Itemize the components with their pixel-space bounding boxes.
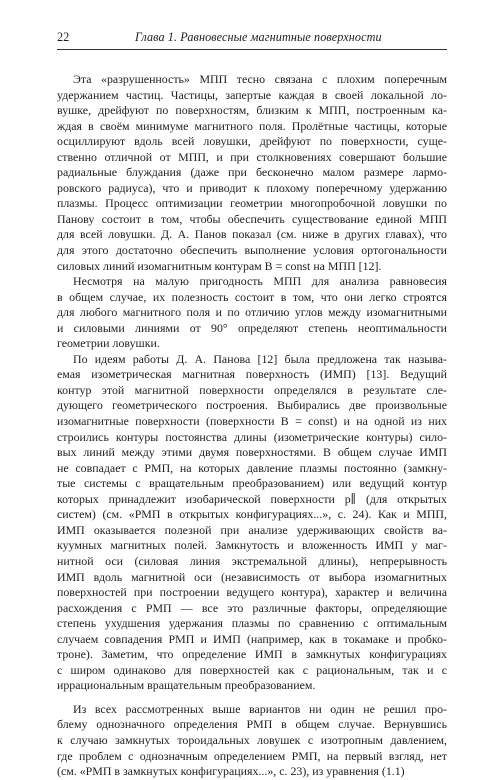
text-line: По идеям работы Д. А. Панова [12] была предложена так называ- bbox=[73, 351, 447, 366]
paragraph bbox=[57, 72, 447, 274]
text-line: строились контуры постоянства длины (изометрические контуры) сило- bbox=[57, 429, 447, 444]
text-line: удержанием частиц. Частицы, запертые каждая в своей локальной ло- bbox=[57, 87, 447, 102]
paragraph bbox=[57, 702, 447, 780]
text-line: степень ухудшения удержания плазмы по сравнению с оптимальным bbox=[57, 616, 447, 631]
text-line: в общем случае, их полезность состоит в том, что они легко строятся bbox=[57, 289, 447, 304]
text-line: радиальные блуждания (даже при бесконечно малом размере лармо- bbox=[57, 165, 447, 180]
text-line: которых принадлежит изобарической поверхности p∥ (для открытых bbox=[57, 491, 447, 506]
text-line: Панову состоит в том, чтобы обеспечить существование единой МПП bbox=[57, 211, 447, 226]
text-line: блему однозначного определения РМП в общем случае. Вернувшись bbox=[57, 717, 447, 732]
text-line: нитной оси (силовая линия экстремальной длины), непрерывность bbox=[57, 553, 447, 568]
text-line: и силовыми линиями от 90° определяют степень неоптимальности bbox=[57, 320, 447, 335]
text-line: не совпадает с РМП, на которых давление плазмы постоянно (замкну- bbox=[57, 460, 447, 475]
page-number: 22 bbox=[57, 30, 70, 44]
body-text bbox=[57, 72, 447, 780]
running-head bbox=[57, 30, 447, 50]
text-line: ИМП оказывается полезной при анализе удерживающих свойств ва- bbox=[57, 522, 447, 537]
text-line: для всей ловушки. Д. А. Панов показал (см. ниже в других главах), что bbox=[57, 227, 447, 242]
text-line: геометрии ловушки. bbox=[57, 336, 160, 351]
text-line: изомагнитные поверхности (поверхности B = const) и на одной из них bbox=[57, 414, 447, 429]
text-line: тые системы с вращательным преобразованием) или ведущий контур bbox=[57, 476, 447, 491]
text-line: случаем совпадения РМП и ИМП (например, как в токамаке и пробко- bbox=[57, 631, 447, 646]
text-line: для любого магнитного поля и по отличию углов между изомагнитными bbox=[57, 305, 447, 320]
text-line: к случаю замкнутых тороидальных ловушек с изотропным давлением, bbox=[57, 732, 447, 747]
text-line: Эта «разрушенность» МПП тесно связана с плохим поперечным bbox=[73, 72, 447, 86]
text-line: контур этой магнитной поверхности определялся в результате сле- bbox=[57, 382, 447, 397]
text-line: расхождения с РМП — все это различные факторы, определяющие bbox=[57, 600, 447, 615]
text-line: с широм одинаково для поверхностей как с рациональным, так и с bbox=[57, 662, 447, 677]
text-line: емая изометрическая магнитная поверхность (ИМП) [13]. Ведущий bbox=[57, 367, 447, 382]
paragraph bbox=[57, 274, 447, 352]
text-line: вушке, дрейфуют по поверхностям, близким к МПП, построенным ка- bbox=[57, 103, 447, 118]
text-line: плазмы. Процесс оптимизации геометрии многопробочной ловушки по bbox=[57, 196, 447, 211]
text-line: Несмотря на малую пригодность МПП для анализа равновесия bbox=[73, 274, 447, 289]
text-line: вых линий между этими двумя поверхностями. В общем случае ИМП bbox=[57, 445, 447, 460]
text-line: систем) (см. «РМП в открытых конфигурациях...», с. 24). Как и МПП, bbox=[57, 507, 447, 522]
text-line: осциллируют вдоль всей ловушки, дрейфуют по поверхности, суще- bbox=[57, 134, 447, 149]
text-line: дующего геометрического построения. Выбирались две произвольные bbox=[57, 398, 447, 413]
chapter-title: Глава 1. Равновесные магнитные поверхности bbox=[135, 30, 382, 44]
text-line: иррациональным вращательным преобразованием. bbox=[57, 678, 316, 693]
text-line: ственно отличной от МПП, и при столкновениях совершают большие bbox=[57, 149, 447, 164]
book-page bbox=[57, 30, 447, 780]
text-line: где проблем с однозначным определением РМП, на первый взгляд, нет bbox=[57, 748, 447, 763]
text-line: (см. «РМП в замкнутых конфигурациях...», с. 23), из уравнения (1.1) bbox=[57, 764, 405, 779]
text-line: поверхностей при построении ведущего контура), характер и величина bbox=[57, 585, 447, 600]
text-line: ИМП вдоль магнитной оси (независимость от выбора изомагнитных bbox=[57, 569, 447, 584]
paragraph-gap bbox=[57, 694, 447, 702]
text-line: ждая в своём минимуме магнитного поля. Пролётные частицы, которые bbox=[57, 118, 447, 133]
text-line: троне). Заметим, что определение ИМП в замкнутых конфигурациях bbox=[57, 647, 447, 662]
paragraph bbox=[57, 352, 447, 694]
text-line: ровского радиуса), что и приводит к плохому поперечному удержанию bbox=[57, 180, 447, 195]
text-line: Из всех рассмотренных выше вариантов ни один не решил про- bbox=[73, 701, 447, 716]
text-line: для этого достаточно обеспечить выполнение условия ортогональности bbox=[57, 243, 447, 258]
text-line: куумных магнитных полей. Замкнутость и вложенность ИМП у маг- bbox=[57, 538, 447, 553]
text-line: силовых линий изомагнитным контурам B = const на МПП [12]. bbox=[57, 258, 382, 273]
